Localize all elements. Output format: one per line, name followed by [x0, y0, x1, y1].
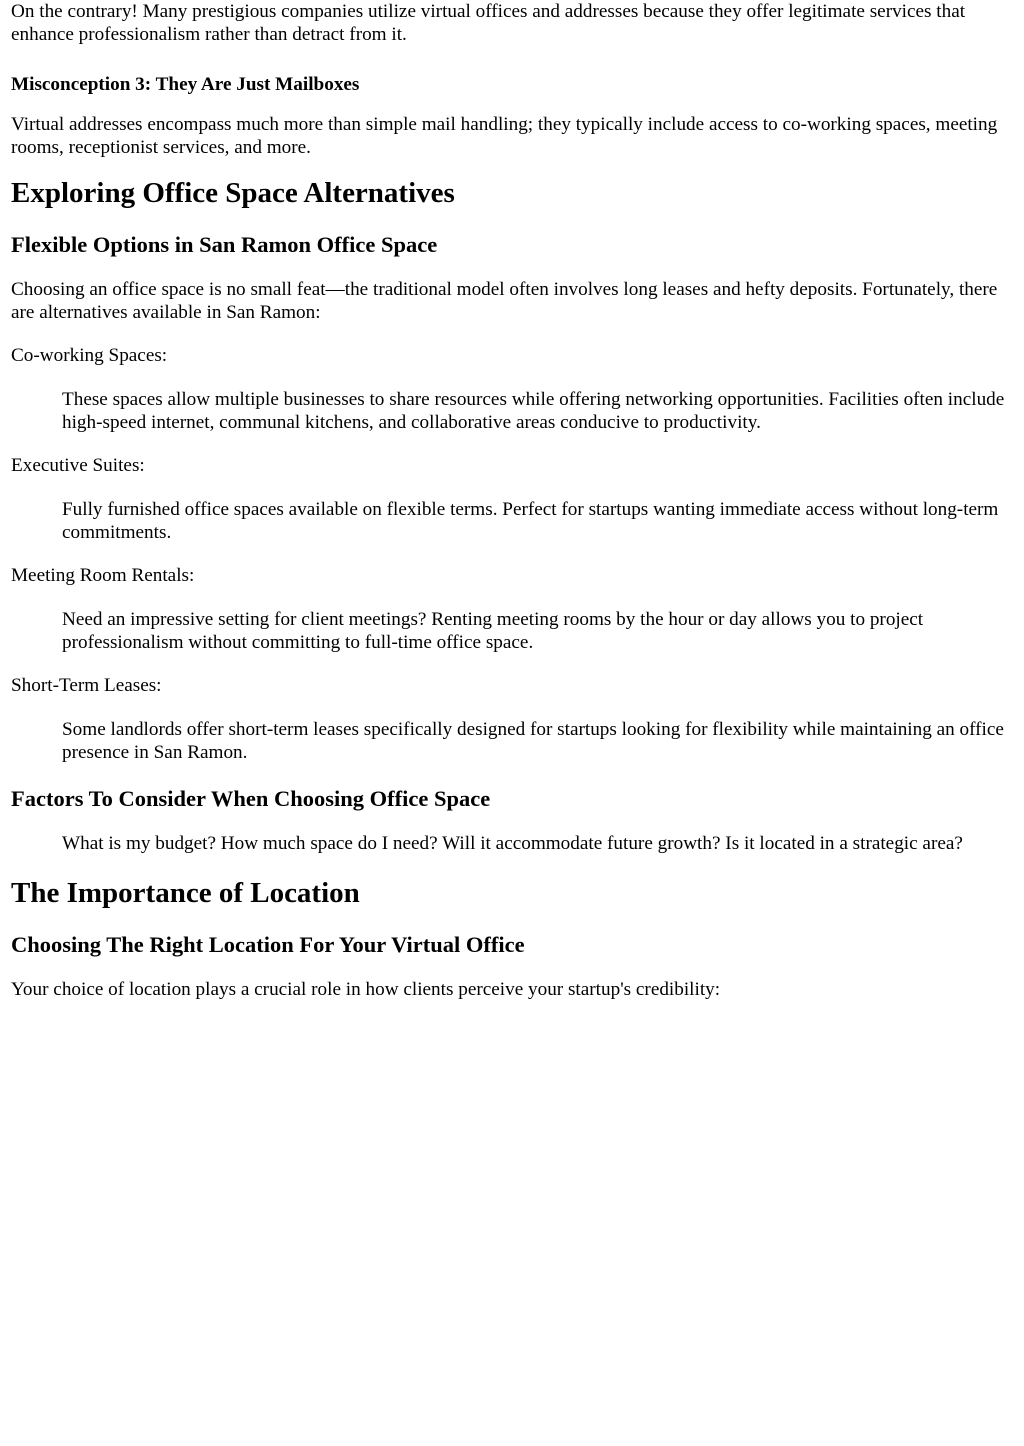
subheading-flexible-options: Flexible Options in San Ramon Office Space [11, 232, 438, 257]
office-options-list [11, 344, 1013, 764]
location-text: Your choice of location plays a crucial role in how clients perceive your startup's credibility: [11, 979, 721, 1000]
section-heading-exploring: Exploring Office Space Alternatives [11, 177, 455, 209]
option-term-coworking: Co-working Spaces: [11, 345, 168, 366]
intro-paragraph: On the contrary! Many prestigious companies utilize virtual offices and addresses because they offer legitimate services that enhance professionalism rather than detract from it. [11, 1, 966, 45]
subheading-right-location: Choosing The Right Location For Your Virtual Office [11, 932, 525, 957]
misconception-3-text: Virtual addresses encompass much more than simple mail handling; they typically include access to co-working spaces, meeting rooms, receptionist services, and more. [11, 114, 998, 158]
option-desc-meeting-rooms: Need an impressive setting for client meetings? Renting meeting rooms by the hour or day allows you to project professionalism without committing to full-time office space. [62, 609, 924, 653]
option-term-meeting-rooms: Meeting Room Rentals: [11, 565, 195, 586]
option-desc-short-term-leases: Some landlords offer short-term leases specifically designed for startups looking for flexibility while maintaining an office presence in San Ramon. [62, 719, 1004, 763]
section-heading-location: The Importance of Location [11, 877, 360, 909]
option-term-short-term-leases: Short-Term Leases: [11, 675, 162, 696]
misconception-3-heading: Misconception 3: They Are Just Mailboxes [11, 74, 360, 95]
option-term-executive-suites: Executive Suites: [11, 455, 145, 476]
flexible-options-intro: Choosing an office space is no small feat—the traditional model often involves long leases and hefty deposits. Fortunately, there are alternatives available in San Ramon: [11, 279, 998, 323]
option-desc-executive-suites: Fully furnished office spaces available on flexible terms. Perfect for startups wanting immediate access without long-term commitments. [62, 499, 999, 543]
subheading-factors: Factors To Consider When Choosing Office Space [11, 786, 491, 811]
factors-blockquote: What is my budget? How much space do I need? Will it accommodate future growth? Is it located in a strategic area? [62, 833, 963, 854]
option-desc-coworking: These spaces allow multiple businesses to share resources while offering networking opportunities. Facilities often include high-speed internet, communal kitchens, and collaborative areas conducive to productivity. [62, 389, 1005, 433]
